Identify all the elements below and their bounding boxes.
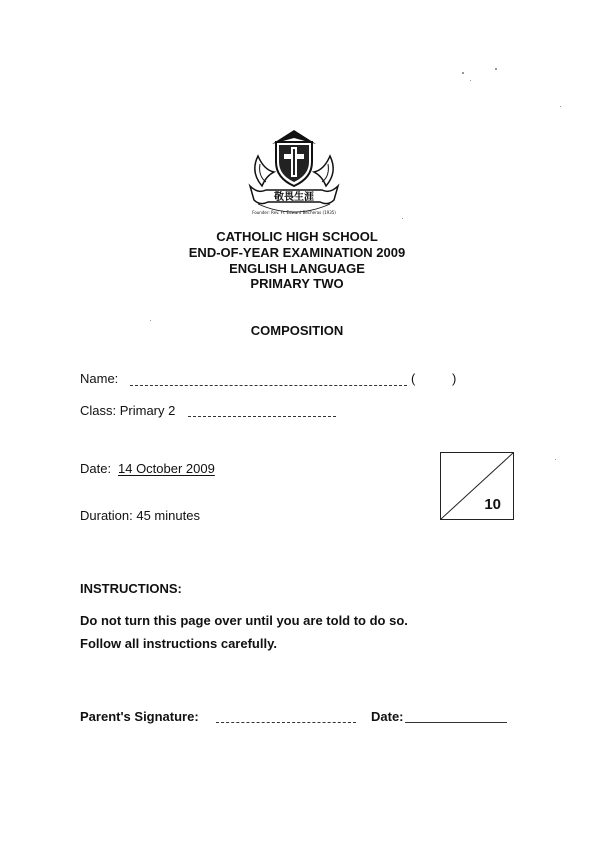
crest-emblem-icon: [244, 128, 344, 220]
parent-signature-field[interactable]: [216, 722, 356, 723]
instruction-line: Do not turn this page over until you are told to do so.: [80, 613, 408, 628]
instructions-title: INSTRUCTIONS:: [80, 581, 182, 596]
duration-label: Duration: 45 minutes: [80, 508, 200, 523]
name-label: Name:: [80, 371, 119, 386]
svg-text:敬畏生涯: 敬畏生涯: [274, 192, 314, 203]
scan-speck: [462, 72, 464, 74]
school-crest: [244, 128, 344, 220]
level-title: PRIMARY TWO: [250, 276, 344, 291]
exam-title: END-OF-YEAR EXAMINATION 2009: [188, 245, 406, 260]
scan-speck: [470, 80, 471, 81]
score-box[interactable]: [440, 452, 514, 520]
index-paren-open: (: [411, 371, 416, 386]
class-label: Class: Primary 2: [80, 403, 176, 418]
class-field[interactable]: [188, 416, 336, 417]
index-paren-close: ): [452, 371, 457, 386]
paper-title: COMPOSITION: [250, 323, 344, 338]
scan-speck: [560, 106, 561, 107]
school-name: CATHOLIC HIGH SCHOOL: [216, 229, 378, 244]
parent-signature-label: Parent's Signature:: [80, 709, 199, 724]
scan-speck: [150, 320, 151, 321]
date-label: Date:: [80, 461, 112, 476]
signature-date-label: Date:: [371, 709, 404, 724]
svg-text:Founder: Rev. Fr. Edward Beche: Founder: Rev. Fr. Edward Becheras (1935): [252, 210, 336, 215]
scan-speck: [555, 459, 556, 460]
instruction-line: Follow all instructions carefully.: [80, 636, 277, 651]
name-field[interactable]: [130, 385, 407, 386]
subject-title: ENGLISH LANGUAGE: [229, 261, 365, 276]
date-value: 14 October 2009: [118, 461, 215, 476]
signature-date-field[interactable]: [405, 722, 507, 723]
scan-speck: [402, 218, 403, 219]
diagonal-divider: [441, 453, 513, 519]
score-total: 10: [484, 496, 501, 513]
scan-speck: [495, 68, 497, 70]
